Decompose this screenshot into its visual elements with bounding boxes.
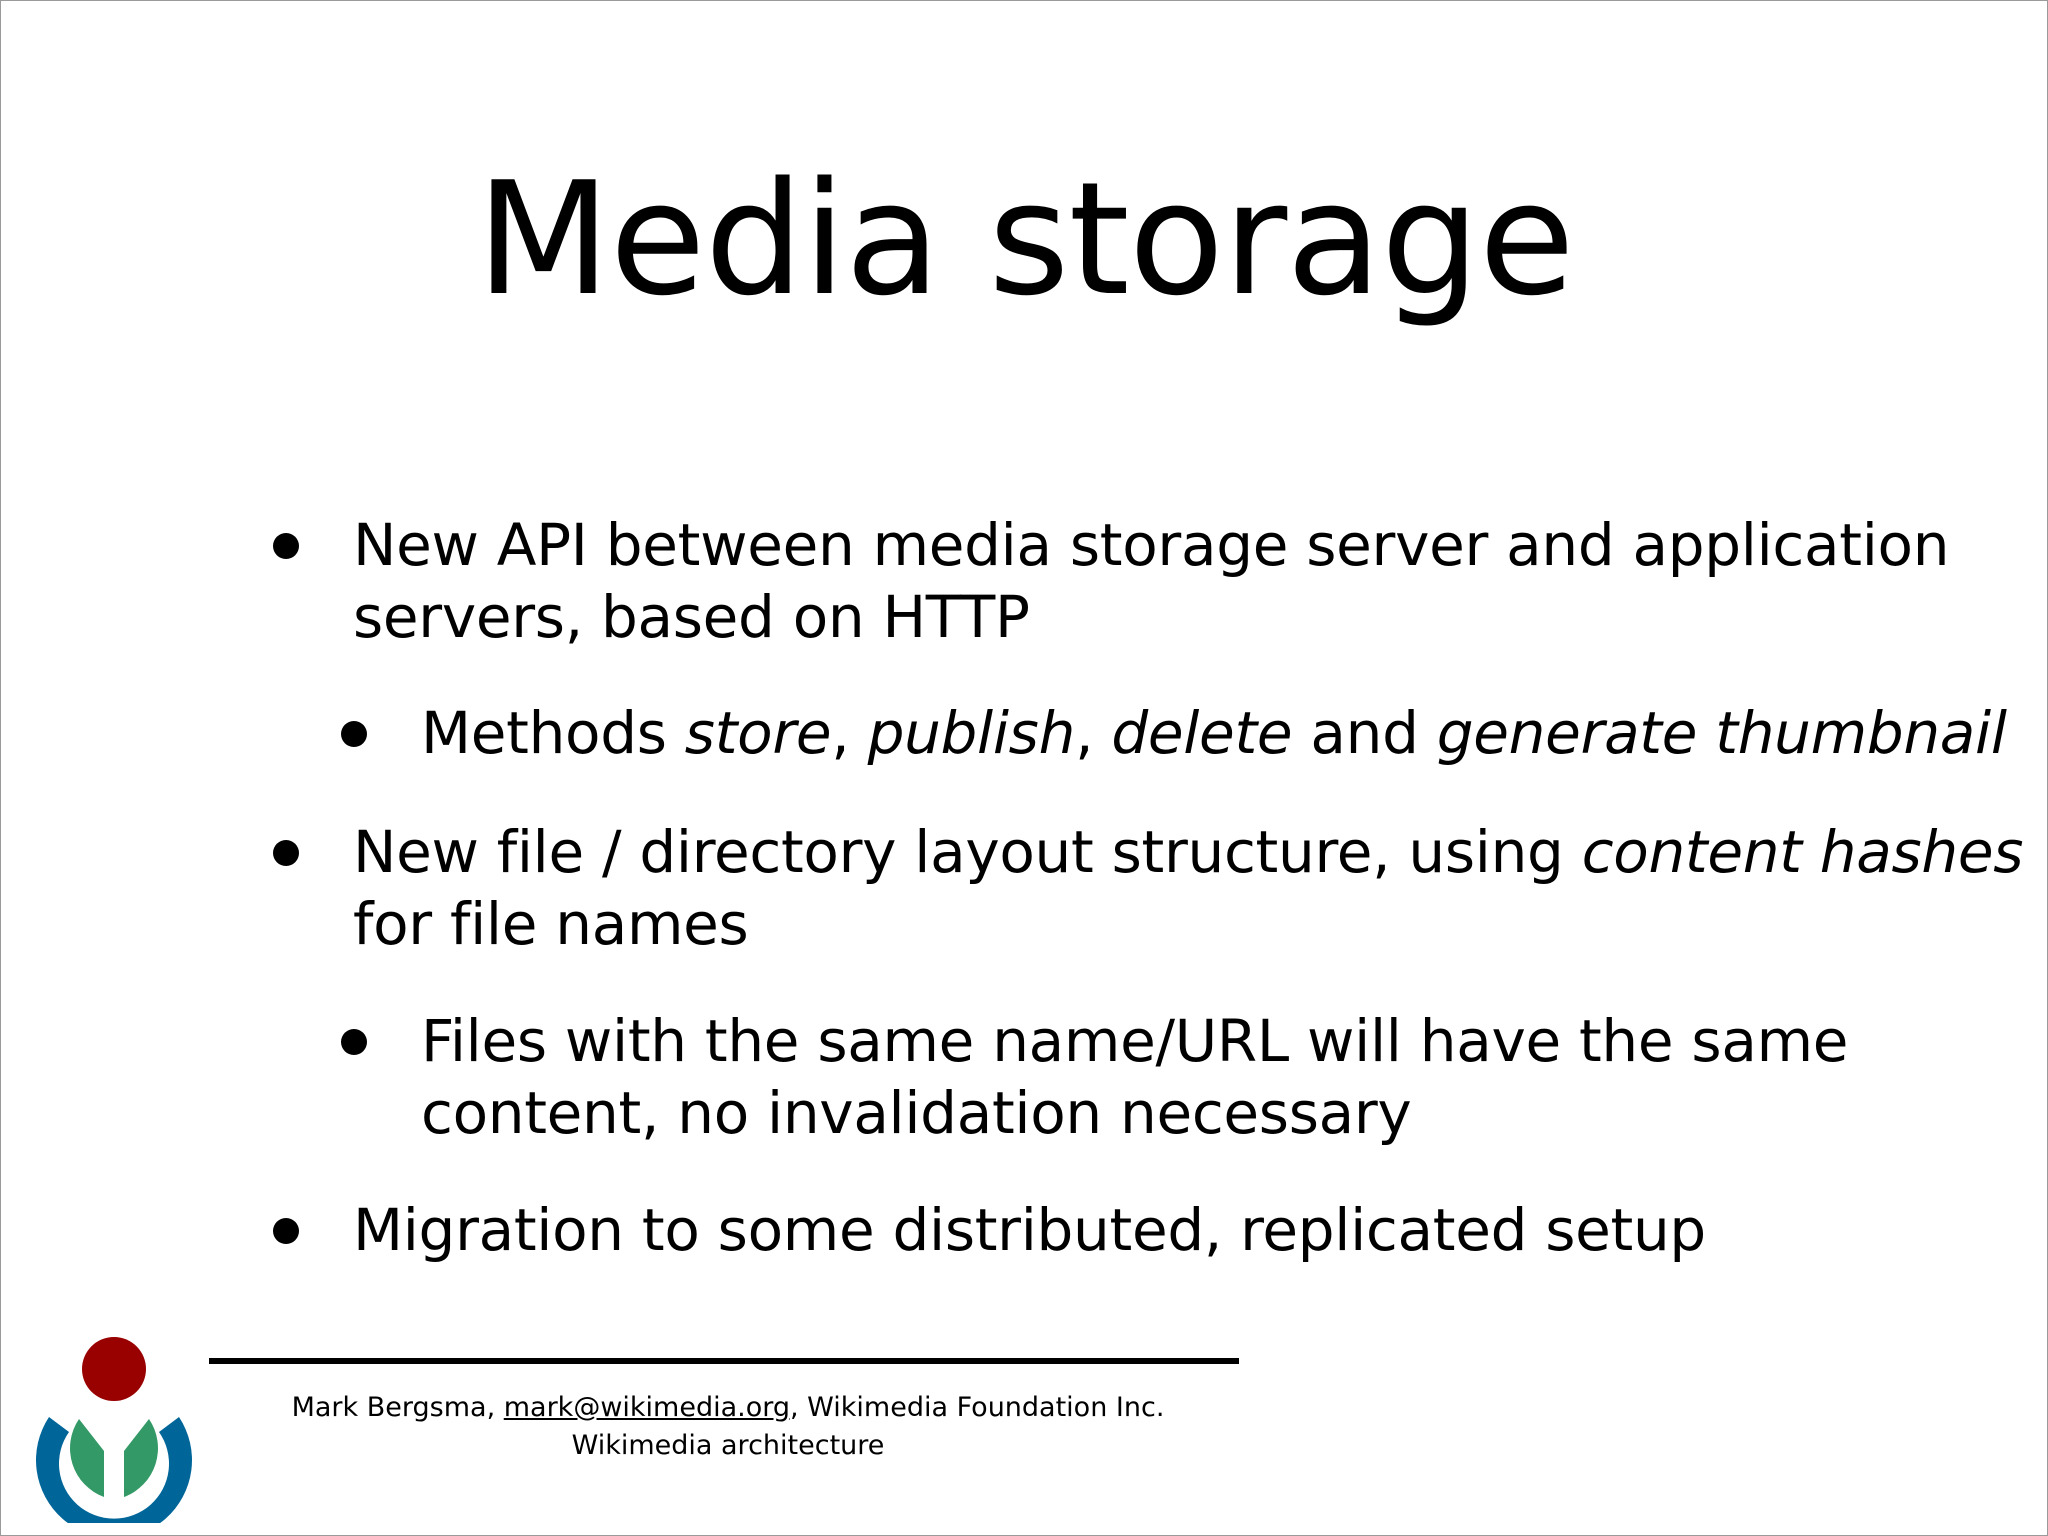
footer-divider (209, 1358, 1239, 1364)
bullet-text-italic: content hashes (1581, 818, 2024, 886)
bullet-item (421, 1005, 1848, 1149)
bullet-text: , (1075, 699, 1112, 767)
bullet-list (1, 1, 2048, 1536)
bullet-text: for file names (353, 890, 749, 958)
bullet-line (353, 581, 1949, 653)
bullet-text: , (831, 699, 868, 767)
bullet-text: servers, based on HTTP (353, 583, 1030, 651)
bullet-item (353, 816, 2023, 960)
bullet-text: Files with the same name/URL will have the same (421, 1007, 1849, 1075)
bullet-text-italic: publish (867, 699, 1076, 767)
bullet-item (353, 1194, 1706, 1266)
bullet-dot-icon (341, 1029, 367, 1055)
bullet-item (353, 509, 1949, 653)
bullet-text: and (1292, 699, 1437, 767)
bullet-dot-icon (273, 1218, 299, 1244)
footer-subtitle: Wikimedia architecture (571, 1430, 885, 1461)
bullet-line (421, 1005, 1848, 1077)
bullet-text: Migration to some distributed, replicated setup (353, 1196, 1706, 1264)
wikimedia-logo-icon (19, 1331, 209, 1523)
bullet-dot-icon (341, 721, 367, 747)
bullet-line (353, 1194, 1706, 1266)
bullet-dot-icon (273, 840, 299, 866)
bullet-dot-icon (273, 533, 299, 559)
bullet-line (353, 816, 2023, 888)
footer-organization: , Wikimedia Foundation Inc. (790, 1392, 1165, 1423)
bullet-line (353, 509, 1949, 581)
bullet-line (353, 888, 2023, 960)
bullet-item (421, 697, 2007, 769)
bullet-text: Methods (421, 699, 685, 767)
bullet-text-italic: delete (1111, 699, 1293, 767)
footer (1, 1389, 1455, 1465)
bullet-text-italic: store (684, 699, 832, 767)
bullet-line (421, 697, 2007, 769)
footer-email-link[interactable]: mark@wikimedia.org (503, 1392, 791, 1423)
bullet-text: New API between media storage server and application (353, 511, 1950, 579)
bullet-text: New file / directory layout structure, using (353, 818, 1582, 886)
bullet-line (421, 1077, 1848, 1149)
footer-credit-line (1, 1389, 1455, 1427)
footer-author: Mark Bergsma, (291, 1392, 504, 1423)
bullet-text: content, no invalidation necessary (421, 1079, 1412, 1147)
bullet-text-italic: generate thumbnail (1436, 699, 2007, 767)
slide-title: Media storage (476, 148, 1574, 330)
